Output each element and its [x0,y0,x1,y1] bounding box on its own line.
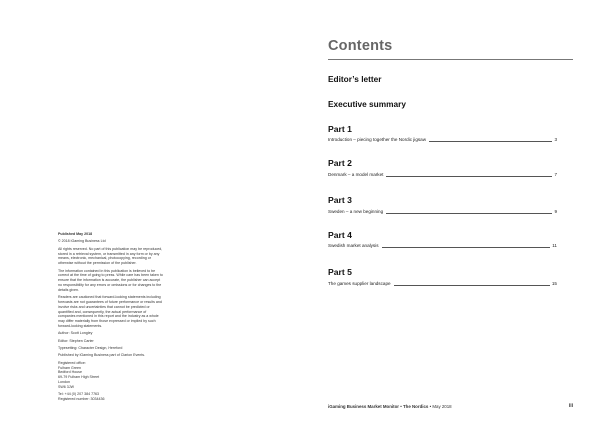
page-footer [328,403,573,409]
copyright-notice: © 2018 iGaming Business Ltd [58,239,106,244]
office-label: Registered office: [58,360,86,365]
toc-page-number: 15 [551,281,557,286]
dot-leader [429,141,552,142]
toc-entry-part-5[interactable] [328,281,557,287]
toc-entry-title: Introduction – piecing together the Nordic jigsaw [328,137,427,142]
toc-entry-part-1[interactable] [328,137,557,143]
telephone: Tel: +44 (0) 207 384 7763 [58,392,100,397]
address-line: Bedford House [58,370,82,375]
author-credit: Author: Scott Longley [58,331,93,336]
toc-executive-summary[interactable]: Executive summary [328,99,406,109]
toc-entry-title: Swedish market analysis [328,243,379,248]
toc-entry-title: The games supplier landscape [328,281,391,286]
toc-page-number: 3 [554,137,557,142]
address-line: 69-79 Fulham High Street [58,375,100,380]
part-3-label: Part 3 [328,195,352,205]
toc-editors-letter[interactable]: Editor’s letter [328,74,382,84]
address-line: London [58,380,70,385]
dot-leader [382,247,551,248]
footer-date: May 2018 [432,404,452,409]
toc-page-number: 11 [552,243,557,248]
footer-publication-name: iGaming Business Market Monitor [328,404,399,409]
imprint-block [58,232,163,402]
toc-entry-part-3[interactable] [328,209,557,215]
forward-looking-statement: Readers are cautioned that forward-looking statements including forecasts are not guarantees of future performance or results and involve risks and uncertainties that cannot be predicted or quantified and, consequently, the actual performance of companies mentioned in this report and the industry as a whole may differ materially from those expressed or implied by such forward-looking statements. [58,295,162,328]
dot-leader [386,176,552,177]
part-2-label: Part 2 [328,158,352,168]
title-divider [328,59,573,60]
disclaimer: The information contained in this publication is believed to be correct at the time of going to press. While care has been taken to ensure that the information is accurate, the publisher can accept no responsibility for any errors or omissions or for changes to the details given. [58,268,163,292]
rights-statement: All rights reserved. No part of this publication may be reproduced, stored in a retrieval system, or transmitted in any form or by any means, electronic, mechanical, photocopying, recording or otherwise without the permission of the publisher. [58,246,163,266]
dot-leader [394,285,550,286]
toc-entry-title: Denmark – a model market [328,172,384,177]
address-line: SW6 3JW [58,384,74,389]
toc-entry-title: Sweden – a new beginning [328,209,384,214]
footer-separator: • [428,404,433,409]
part-4-label: Part 4 [328,230,352,240]
dot-leader [386,213,552,214]
part-5-label: Part 5 [328,267,352,277]
registered-office-address [58,361,163,390]
publisher-credit: Published by iGaming Business part of Clarion Events. [58,353,146,358]
footer-separator: • [399,404,403,409]
contents-title: Contents [328,38,393,54]
editor-credit: Editor: Stephen Carter [58,338,94,343]
typesetting-credit: Typesetting: Character Design, Hereford [58,346,123,351]
toc-page-number: 9 [554,209,557,214]
toc-entry-part-4[interactable] [328,243,557,249]
page-number: iii [568,403,573,409]
toc-page-number: 7 [554,172,557,177]
footer-publication-info [328,404,452,409]
address-line: Fulham Green [58,365,81,370]
toc-entry-part-2[interactable] [328,172,557,178]
published-date: Published May 2018 [58,232,93,236]
part-1-label: Part 1 [328,124,352,134]
registered-number: Registered number: 3034436 [58,397,105,402]
footer-edition: The Nordics [402,404,429,409]
